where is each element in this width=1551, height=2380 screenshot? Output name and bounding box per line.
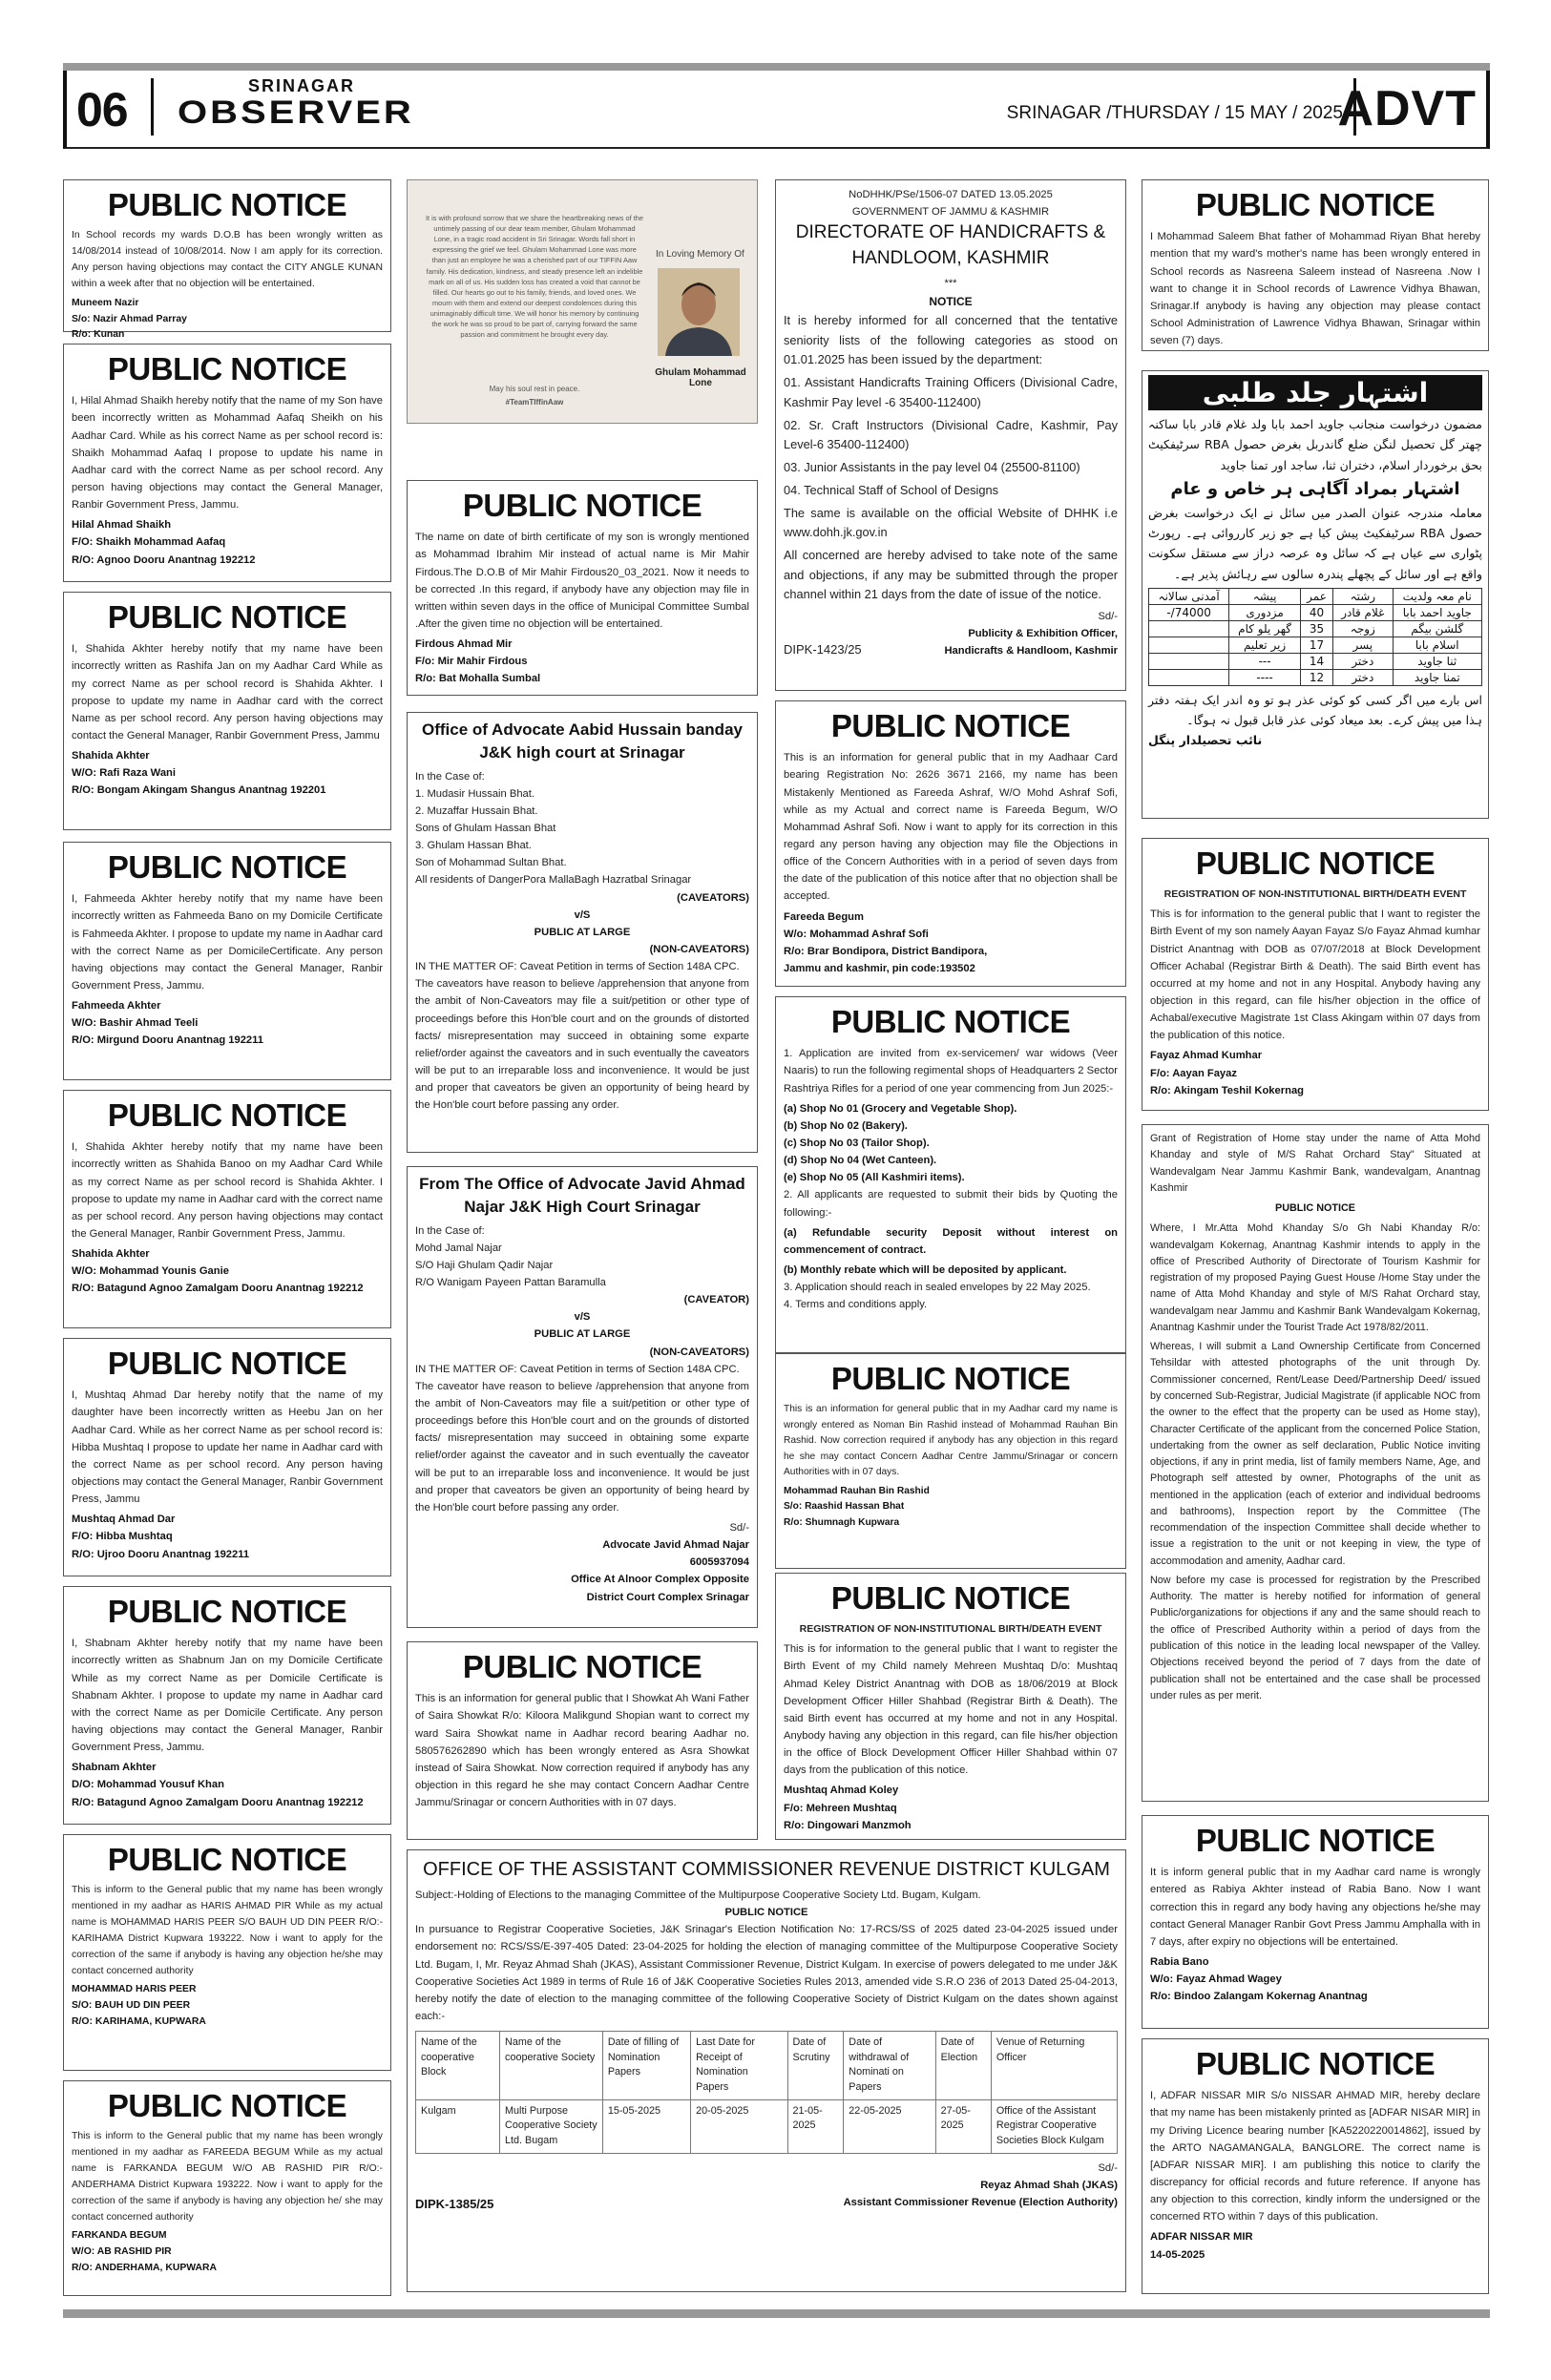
signatory: Fayaz Ahmad Kumhar — [1150, 1050, 1263, 1062]
public-notice-adfar — [1142, 2038, 1489, 2294]
table-header-row — [416, 2032, 1118, 2100]
notice-title: PUBLIC NOTICE — [830, 1004, 1071, 1039]
deceased-name: Ghulam Mohammad Lone — [655, 367, 746, 388]
dateline: SRINAGAR /THURSDAY / 15 MAY / 2025 — [1006, 103, 1343, 123]
notice-title: PUBLIC NOTICE — [107, 849, 347, 885]
signatory-child: F/o: Aayan Fayaz — [1150, 1067, 1237, 1079]
signatory-address: R/o: Dingowari Manzmoh — [784, 1819, 912, 1831]
kulgam-election-notice — [407, 1849, 1126, 2292]
public-notice-col1 — [63, 1834, 391, 2071]
public-notice-col1 — [63, 179, 391, 341]
signatory: Shabnam Akhter — [72, 1762, 157, 1774]
notice-title: PUBLIC NOTICE — [830, 708, 1071, 743]
signatory: FARKANDA BEGUM — [72, 2230, 167, 2242]
caveat-body: The caveators have reason to believe /apprehension that anyone from the ambit of Non-Caveators may file a suit/petition or other type of proceedings before this Hon'ble court and on the grounds of distorted facts/ misrepresentation may succeed in obtaining some exparte relief/order against the caveators and in such eventually the caveators will be put to an irreparable loss and inconvenience. It would be just and proper that caveators be given an opportunity of being heard by the Hon'ble court before passing any order. — [415, 978, 749, 1112]
brand-city: SRINAGAR — [248, 76, 356, 95]
public-notice-col1 — [63, 1586, 391, 1825]
directorate-title: DIRECTORATE OF HANDICRAFTS & HANDLOOM, KASHMIR — [795, 222, 1106, 268]
advocate-office: Office At Alnoor Complex Opposite — [571, 1574, 749, 1586]
table-cell: تمنا جاوید — [1393, 669, 1481, 685]
table-cell: Multi Purpose Cooperative Society Ltd. Bugam — [500, 2099, 603, 2153]
notice-line: 1. Application are invited from ex-servicemen/ war widows (Veer Naaris) to run the following regimental shops of Headquarters 2 Sector Rashtriya Rifles for a period of one year commencing from Jun 2025:- — [784, 1048, 1118, 1095]
signatory-relation: W/O: Bashir Ahmad Teeli — [72, 1017, 199, 1030]
table-cell: 74000/- — [1149, 604, 1229, 620]
sd-mark: Sd/- — [729, 1521, 749, 1534]
signatory: Shahida Akhter — [72, 1248, 150, 1261]
caveat-line: Sons of Ghulam Hassan Bhat — [415, 823, 556, 835]
table-cell: --- — [1229, 653, 1301, 669]
notice-date: 14-05-2025 — [1150, 2248, 1205, 2261]
caveat-line: In the Case of: — [415, 770, 485, 783]
concern-line: All concerned are hereby advised to take note of the same and objections, if any may be submitted through the proper channel within 21 days from the date of issue of the notice. — [784, 547, 1118, 602]
column-header: Date of filling of Nomination Papers — [602, 2032, 690, 2100]
signatory: MOHAMMAD HARIS PEER — [72, 1984, 197, 1995]
column-header: Date of withdrawal of Nominati on Papers — [844, 2032, 935, 2100]
signatory-relation: W/O: Mohammad Younis Ganie — [72, 1265, 229, 1278]
bottom-rule — [63, 2309, 1490, 2318]
table-cell: Office of the Assistant Registrar Cooperative Societies Block Kulgam — [991, 2099, 1117, 2153]
signatory-relation: W/O: AB RASHID PIR — [72, 2246, 172, 2258]
caveat-line: 1. Mudasir Hussain Bhat. — [415, 787, 534, 800]
notice-body: The name on date of birth certificate of my son is wrongly mentioned as Mohammad Ibrahim Mir instead of actual name is Mir Mahir Firdous.The D.O.B of Mir Mahir Firdous20_03_2021. Now it needs to be corrected .In this regard, if anybody have any objection may file in written within seven days in the office of Municipal Committee Sumbal .After the given time no objection will be entertained. — [415, 532, 749, 630]
notice-title: PUBLIC NOTICE — [1195, 187, 1436, 222]
notice-body: I, Hilal Ahmad Shaikh hereby notify that the name of my Son have been incorrectly written as Mohammad Aafaq Sheikh on his Aadhar Card. While as his correct Name as per school record is: Shaikh Mohammad Aafaq I propose to update his name in Aadhar card with the correct Name as per school record. Any person having objections may contact the General Manager, Ranbir Government Press, Jammu. — [72, 395, 383, 511]
shop-item: (a) Shop No 01 (Grocery and Vegetable Shop). — [784, 1102, 1017, 1115]
signatory-relation: S/o: Nazir Ahmad Parray — [72, 313, 187, 324]
signatory: ADFAR NISSAR MIR — [1150, 2231, 1253, 2244]
column-header: Last Date for Receipt of Nomination Papers — [691, 2032, 787, 2100]
table-cell: 15-05-2025 — [602, 2099, 690, 2153]
notice-body: I, Fahmeeda Akhter hereby notify that my name have been incorrectly written as Fahmeeda Bano on my Domicile Certificate is Fahmeeda Akhter. I propose to update my name in Aadhar card with the correct Name as per DomicileCertificate. Any person having objections may contact the General Manager, Ranbir Government Press, Jammu. — [72, 893, 383, 992]
table-row — [1149, 653, 1482, 669]
notice-body: I Mohammad Saleem Bhat father of Mohammad Riyan Bhat hereby mention that my ward's mother's name has been wrongly entered in School records as Nasreena Saleem instead of Nasreena .Now I want to change it in School records of Lawrence Vidhya Bhawan, Srinagar.If anybody is having any objection may please contact School Administration of Lawrence Vidhya Bhawan, Srinagar within seven (7) days. — [1150, 231, 1480, 347]
notice-title: PUBLIC NOTICE — [1195, 1823, 1436, 1858]
table-cell: جاوید احمد بابا — [1393, 604, 1481, 620]
table-cell: ---- — [1229, 669, 1301, 685]
homestay-notice — [1142, 1124, 1489, 1802]
notice-title: PUBLIC NOTICE — [107, 1346, 347, 1381]
notice-title: PUBLIC NOTICE — [830, 1580, 1071, 1616]
notice-subject: Subject:-Holding of Elections to the managing Committee of the Multipurpose Cooperative Society Ltd. Bugam, Kulgam. — [415, 1889, 981, 1901]
notice-body: I, Shahida Akhter hereby notify that my name have been incorrectly written as Rashifa Jan on my Aadhar Card While as my correct Name as per school record is Shahida Akhter. I propose to update my name in Aadhar card with the correct Name as per school record. Any person having objections may contact the General Manager, Ranbir Government Press, Jammu — [72, 643, 383, 741]
caveat-line: Mohd Jamal Najar — [415, 1242, 502, 1254]
homestay-body: Where, I Mr.Atta Mohd Khanday S/o Gh Nabi Khanday R/o: wandevalgam Kokernag, Anantnag Kashmir intends to apply in the office of Prescribed Authority of Directorate of Tourism Kashmir for registration of my proposed Paying Guest House /Home Stay under the name of Atta Mohd Khanday and style of M/S Rahat Orchard stay, wandevalgam near Jammu and Kashmir Bank Wandevalgam Kokernag, Anantnag Kashmir under the Tourist Trade Act 1978/82/2011. — [1150, 1222, 1480, 1333]
signatory-address: R/o: Kunan — [72, 329, 125, 341]
public-notice-mehreen — [775, 1573, 1126, 1840]
signatory-parent: S/o: Raashid Hassan Bhat — [784, 1501, 905, 1513]
table-cell: 17 — [1300, 637, 1332, 653]
signatory-address: R/o: Akingam Teshil Kokernag — [1150, 1084, 1304, 1096]
notice-body: In School records my wards D.O.B has been wrongly written as 14/08/2014 instead of 10/08/2014. Now I am apply for its correction. Any person having objections may contact the CITY ANGLE KUNAN within a week after that no objection will be entertained. — [72, 230, 383, 289]
shop-item: (d) Shop No 04 (Wet Canteen). — [784, 1155, 937, 1167]
notice-title: PUBLIC NOTICE — [107, 2088, 347, 2123]
issuing-office: Publicity & Exhibition Officer, Handicrafts & Handloom, Kashmir — [944, 628, 1118, 658]
public-notice-aayan — [1142, 838, 1489, 1111]
caveat-matter: IN THE MATTER OF: Caveat Petition in terms of Section 148A CPC. — [415, 961, 740, 973]
dipk-number: DIPK-1423/25 — [784, 642, 862, 658]
table-cell: Kulgam — [416, 2099, 500, 2153]
signatory: Fahmeeda Akhter — [72, 1000, 161, 1013]
masthead — [63, 71, 1490, 149]
urdu-subheading: اشتہار بمراد آگاہی ہر خاص و عام — [1170, 478, 1460, 499]
notice-title: PUBLIC NOTICE — [107, 351, 347, 386]
signatory-address: R/o: Brar Bondipora, District Bandipora, — [784, 945, 988, 957]
signatory-relation: F/O: Shaikh Mohammad Aafaq — [72, 536, 226, 549]
memorial-team: #TeamTIffinAaw — [505, 398, 564, 407]
caveat-title: Office of Advocate Aabid Hussain banday J&K high court at Srinagar — [422, 720, 743, 762]
notice-body: This is an information for general public that in my Aadhaar Card bearing Registration No: 2626 3671 2166, my name has been Mistakenly Mentioned as Fareeda Ashraf, W/O Mohd Ashraf Sofi, while as my Actual and correct name is Fareeda Begum, W/O Mohammad Ashraf Sofi. Now i want to apply for its correction in this regard any person having any objection may file the Objections in office of the Concern Authorities with in a period of seven days from the date of the publication of this notice after that no objection shall be accepted. — [784, 752, 1118, 903]
signatory-parent: F/o: Mir Mahir Firdous — [415, 656, 528, 668]
table-row — [1149, 620, 1482, 637]
table-cell: 21-05-2025 — [787, 2099, 844, 2153]
table-cell: آمدنی سالانہ — [1149, 588, 1229, 604]
seniority-item: 02. Sr. Craft Instructors (Divisional Cadre, Kashmir, Pay Level-6 35400-112400) — [784, 417, 1118, 452]
signatory-address: R/o: Bindoo Zalangam Kokernag Anantnag — [1150, 1991, 1368, 2003]
public-at-large: PUBLIC AT LARGE — [534, 926, 631, 938]
page-number: 06 — [76, 83, 128, 136]
notice-title: PUBLIC NOTICE — [830, 1361, 1071, 1396]
signatory: Shahida Akhter — [72, 750, 150, 762]
advocate-phone: 6005937094 — [689, 1556, 749, 1569]
table-cell: مزدوری — [1229, 604, 1301, 620]
signatory-address: R/O: Batagund Agnoo Zamalgam Dooru Anantnag 192212 — [72, 1283, 364, 1295]
caveat-line: Son of Mohammad Sultan Bhat. — [415, 857, 567, 869]
notice-body: This is inform to the General public that my name has been wrongly mentioned in my aadhar as FAREEDA BEGUM While as my actual name is FARKANDA BEGUM W/O AB RASHID PIR R/O:- ANDERHAMA District Kupwara 193222. Now i want to apply for the correction of the same if anybody is having any objection he/ she may contact concerned authority — [72, 2131, 383, 2223]
table-cell: 27-05-2025 — [935, 2099, 991, 2153]
shop-item: (c) Shop No 03 (Tailor Shop). — [784, 1138, 930, 1149]
signatory: Mohammad Rauhan Bin Rashid — [784, 1485, 930, 1496]
public-notice-rauhan — [775, 1353, 1126, 1569]
table-cell: دختر — [1333, 669, 1393, 685]
signatory-address: R/O: KARIHAMA, KUPWARA — [72, 2016, 206, 2028]
non-caveators-label: (NON-CAVEATORS) — [649, 1346, 749, 1358]
signatory: Hilal Ahmad Shaikh — [72, 519, 172, 532]
public-at-large: PUBLIC AT LARGE — [534, 1328, 631, 1341]
caveat-notice-najar — [407, 1166, 758, 1628]
memorial-ad — [407, 179, 758, 424]
footer-row — [784, 625, 1118, 659]
notice-body: This is for information to the general public that I want to register the Birth Event of my son namely Aayan Fayaz S/o Fayaz Ahmad kumhar District Anantnag with DOB as 07/07/2018 at Block Development Officer Achabal (Registrar Birth & Death). The said Birth event has occurred at my home and not in any Hospital. Anybody having any objection in this regard, can file his/her objection in the office of Achabal/executive Magistrate 1st Class Akingam within 07 days from the publication of this notice. — [1150, 908, 1480, 1042]
table-cell: 22-05-2025 — [844, 2099, 935, 2153]
caveators-label: (CAVEATORS) — [677, 891, 749, 904]
public-notice-fareeda — [775, 700, 1126, 987]
signatory-child: F/o: Mehreen Mushtaq — [784, 1802, 897, 1814]
public-notice-col1 — [63, 592, 391, 830]
signatory-address: R/o: Shumnagh Kupwara — [784, 1516, 900, 1528]
caveator-label: (CAVEATOR) — [683, 1294, 749, 1306]
signatory-address: R/o: Bat Mohalla Sumbal — [415, 673, 541, 685]
signatory-spouse: W/o: Mohammad Ashraf Sofi — [784, 928, 929, 940]
notice-title: PUBLIC NOTICE — [1195, 846, 1436, 881]
public-notice-saira — [407, 1641, 758, 1840]
notice-line: 3. Application should reach in sealed envelopes by 22 May 2025. — [784, 1282, 1091, 1294]
notice-body: In pursuance to Registrar Cooperative Societies, J&K Srinagar's Election Notification No: 17-RCS/SS of 2025 dated 23-04-2025 issued under endorsement no: RCS/SS/E-397-405 Dated: 23-04-2025 for holding the election of managing committee of the Multipurpose Cooperative Society Ltd. Bugam, I, Mr. Reyaz Ahmad Shah (JKAS), Assistant Commissioner Revenue, District Kulgam. In exercise of powers delegated to me under J&K Cooperative Societies Act 1989 in terms of Rule 16 of J&K Cooperative Societies Rules 2013, amended vide S.R.O 236 of 2013 Dated 25-04-2013, hereby notify the date of election to the managing committee of the following Cooperative Society of District Kulgam on the dates shown against each:- — [415, 1924, 1118, 2022]
notice-label: PUBLIC NOTICE — [724, 1907, 808, 1919]
table-cell — [1149, 620, 1229, 637]
signatory: Mushtaq Ahmad Dar — [72, 1514, 176, 1526]
signatory-relation: S/O: BAUH UD DIN PEER — [72, 2000, 191, 2012]
column-header: Date of Scrutiny — [787, 2032, 844, 2100]
table-cell: پسر — [1333, 637, 1393, 653]
office-title: OFFICE OF THE ASSISTANT COMMISSIONER REVENUE DISTRICT KULGAM — [423, 1859, 1110, 1880]
public-notice-col1 — [63, 2080, 391, 2296]
signatory: Firdous Ahmad Mir — [415, 638, 513, 651]
section-label: ADVT — [1337, 81, 1477, 136]
shop-item: (e) Shop No 05 (All Kashmiri items). — [784, 1172, 965, 1184]
public-notice-col1 — [63, 842, 391, 1080]
homestay-body: Whereas, I will submit a Land Ownership Certificate from Concerned Tehsildar with attested photographs of the unit through Dy. Commissioner concerned, Rent/Lease Deed/Partnership Deed/ issued by concerned Sub-Registrar, Judicial Magistrate (if applicable NOC from the owner to the effect that the property can be used as Home stay), Character Certificate of the applicant from the concerned Police Station, undertaking from the owner as self declaration, Public Notice inviting objections, if any in print media, list of family members Name, Age, and Photograph self attested by owner, Photographs of the unit as mentioned in the application (each of exterior and individual bedrooms and bathrooms), Inspection report by the Committee (The recommendation of the inspection Committee shall decide whether to issue a registration to the unit or not keeping in view, the type of accommodation and amenity, Aadhar card. — [1150, 1341, 1480, 1567]
notice-body: This is an information for general public that I Showkat Ah Wani Father of Saira Showkat R/o: Kiloora Malikgund Shopian want to correct my ward Saira Showkat name in Aadhar record bearing Aadhar no. 580576262890 which has been wrongly entered as Asra Showkat instead of Saira Showkat. Now correction required if anybody has any objection in this regard he she may contact Concern Aadhar Centre Jammu/Srinagar or concern Authorities with in 07 days. — [415, 1693, 749, 1809]
notice-body: It is inform general public that in my Aadhar card name is wrongly entered as Rabiya Akhter instead of Rabia Bano. Now I want correction this in regard any body having any objections he/she may contact General Manager Ranbir Govt Press Jammu Amphalla with in 7 days, after expiry no objections will be entertained. — [1150, 1867, 1480, 1948]
public-notice-shops — [775, 996, 1126, 1353]
notice-label: PUBLIC NOTICE — [1275, 1202, 1355, 1215]
table-cell: پیشہ — [1229, 588, 1301, 604]
signatory-address: R/O: Agnoo Dooru Anantnag 192212 — [72, 553, 256, 566]
versus-label: v/S — [574, 908, 591, 921]
notice-body: This is for information to the general public that I want to register the Birth Event of my Child namely Mehreen Mushtaq D/o: Mushtaq Ahmad Keley District Anantnag with DOB as 18/06/2019 at Block Development Officer Hiller Shahbad (Registrar Birth & Death). The said Birth event has occurred at my home and not in any Hospital. Anybody having any objection in this regard, can file his/her objection in the office of Block Development Officer Hiller Shahbad within 07 days from the publication of this notice. — [784, 1643, 1118, 1777]
versus-label: v/S — [574, 1311, 591, 1324]
non-caveators-label: (NON-CAVEATORS) — [649, 944, 749, 955]
caveat-line: In the Case of: — [415, 1224, 485, 1237]
memorial-rip: May his soul rest in peace. — [489, 385, 580, 393]
notice-line: 2. All applicants are requested to submit their bids by Quoting the following:- — [784, 1189, 1118, 1219]
notice-line: 4. Terms and conditions apply. — [784, 1299, 928, 1311]
notice-title: PUBLIC NOTICE — [462, 488, 702, 523]
table-cell: زیر تعلیم — [1229, 637, 1301, 653]
public-notice-col1 — [63, 1338, 391, 1576]
signatory-spouse: W/o: Fayaz Ahmad Wagey — [1150, 1973, 1282, 1986]
signatory-relation: F/O: Hibba Mushtaq — [72, 1531, 173, 1543]
signatory-address: R/O: Bongam Akingam Shangus Anantnag 192201 — [72, 784, 326, 797]
notice-body: I, Shabnam Akhter hereby notify that my name have been incorrectly written as Shabnum Jan on my Domicile Certificate While as my correct Name as per Domicile Certificate is Shabnam Akhter. I propose to update my name in Aadhar card with the correct Name as per Domicile Certificate. Any person having objections may contact the General Manager, Ranbir Government Press, Jammu. — [72, 1638, 383, 1754]
table-cell: اسلام بابا — [1393, 637, 1481, 653]
table-cell: ثنا جاوید — [1393, 653, 1481, 669]
top-rule — [63, 63, 1490, 71]
urdu-paragraph: مضمون درخواست منجانب جاوید احمد بابا ولد غلام قادر بابا ساکنہ چھتر گل تحصیل لنگن ضلع گاندربل بغرض حصول RBA سرٹیفکیٹ بحق برخوردار اسلام، دختران ثنا، ساجد اور تمنا جاوید — [1148, 417, 1482, 472]
notice-subtitle: REGISTRATION OF NON-INSTITUTIONAL BIRTH/DEATH EVENT — [1163, 888, 1467, 901]
notice-title: PUBLIC NOTICE — [1195, 2046, 1436, 2081]
column-header: Name of the cooperative Block — [416, 2032, 500, 2100]
table-header-row — [1149, 588, 1482, 604]
signer-designation: Assistant Commissioner Revenue (Election Authority) — [843, 2196, 1118, 2208]
shop-item: (b) Shop No 02 (Bakery). — [784, 1119, 908, 1132]
caveat-line: R/O Wanigam Payeen Pattan Baramulla — [415, 1277, 606, 1289]
sd-mark: Sd/- — [1098, 2161, 1118, 2174]
notice-body: This is an information for general public that in my Aadhar card my name is wrongly entered as Noman Bin Rashid instead of Mohammad Rauhan Bin Rashid. Now correction required if anybody has any objection in this regard he she may contact Concern Aadhar Centre Jammu/Srinagar or concern Authorities with in 07 days. — [784, 1404, 1118, 1478]
caveat-line: 3. Ghulam Hassan Bhat. — [415, 840, 532, 852]
caveat-matter: IN THE MATTER OF: Caveat Petition in terms of Section 148A CPC. — [415, 1363, 740, 1375]
table-cell — [1149, 653, 1229, 669]
notice-title: PUBLIC NOTICE — [107, 187, 347, 222]
seniority-item: 04. Technical Staff of School of Designs — [784, 482, 999, 497]
notice-body: I, Shahida Akhter hereby notify that my name have been incorrectly written as Shahida Banoo on my Aadhar Card While as my correct Name as per school record is Shahida Akhter. I propose to update my name in Aadhar card with the correct name as per school record. Any person having objections may contact the General Manager, Ranbir Government Press, Jammu. — [72, 1141, 383, 1240]
signatory: Muneem Nazir — [72, 297, 139, 308]
table-cell: دختر — [1333, 653, 1393, 669]
signatory: Mushtaq Ahmad Koley — [784, 1785, 899, 1797]
caveat-notice-banday — [407, 712, 758, 1153]
memorial-heading: In Loving Memory Of — [656, 249, 744, 260]
notice-body: This is inform to the General public that my name has been wrongly mentioned in my aadhar as HARIS AHMAD PIR While as my actual name is MOHAMMAD HARIS PEER S/O BAUH UD DIN PEER R/O:-KARIHAMA District Kupwara 193222. Now i want to apply for the correction of the same if anybody is having any objection he/she may contact concerned authority — [72, 1885, 383, 1976]
notice-intro: It is hereby informed for all concerned that the tentative seniority lists of the following categories as stood on 01.01.2025 has been issued by the department: — [784, 313, 1118, 367]
signer-name: Reyaz Ahmad Shah (JKAS) — [980, 2179, 1118, 2191]
sd-mark: Sd/- — [1098, 611, 1118, 623]
signatory-relation: D/O: Mohammad Yousuf Khan — [72, 1779, 224, 1791]
column-header: Date of Election — [935, 2032, 991, 2100]
table-cell: 35 — [1300, 620, 1332, 637]
table-cell: زوجہ — [1333, 620, 1393, 637]
notice-title: PUBLIC NOTICE — [107, 1097, 347, 1133]
election-schedule-table — [415, 2031, 1118, 2153]
caveat-body: The caveator have reason to believe /apprehension that anyone from the ambit of Non-Caveators may file a suit/petition or other type of proceedings before this Hon'ble court and on the grounds of distorted facts/ misrepresentation may succeed in obtaining some exparte relief/order against the caveator and in such eventually the caveator will be put to an irreparable loss and inconvenience. It would be just and proper that caveators be given an opportunity of being heard by the Hon'ble court before passing any order. — [415, 1380, 749, 1514]
table-cell: غلام قادر — [1333, 604, 1393, 620]
footer-row — [415, 2194, 1118, 2214]
seniority-item: 01. Assistant Handicrafts Training Officers (Divisional Cadre, Kashmir Pay level -6 35400-112400) — [784, 375, 1118, 409]
header-divider — [151, 78, 154, 136]
public-notice-saleem — [1142, 179, 1489, 351]
notice-title: PUBLIC NOTICE — [107, 1842, 347, 1877]
portrait-photo — [658, 268, 740, 356]
caveat-line: S/O Haji Ghulam Qadir Najar — [415, 1259, 554, 1271]
signatory-address: R/O: Ujroo Dooru Anantnag 192211 — [72, 1548, 250, 1560]
signatory-address-2: Jammu and kashmir, pin code:193502 — [784, 962, 975, 974]
signatory-address: R/O: Batagund Agnoo Zamalgam Dooru Anantnag 192212 — [72, 1796, 364, 1808]
homestay-body: Now before my case is processed for registration by the Prescribed Authority. The matter is hereby notified for information of general Public/organizations for objections if any and the same should reach to the office of Prescribed Authority within a period of days from the publication of this notice in the leading local newspaper of the Valley. Objections received beyond the period of 7 days from the date of publication shall not be entertained and the case shall be processed under rules as per merit. — [1150, 1574, 1480, 1701]
column-header: Venue of Returning Officer — [991, 2032, 1117, 2100]
public-notice-col1 — [63, 1090, 391, 1328]
signatory-relation: W/O: Rafi Raza Wani — [72, 767, 176, 780]
homestay-intro: Grant of Registration of Home stay under the name of Atta Mohd Khanday and style of M/S Rahat Orchard Stay" Situated at Wandevalgam Near Jammu Kashmir Bank, wandevalgam, Anantnag Kashmir — [1150, 1133, 1480, 1194]
seniority-item: 03. Junior Assistants in the pay level 04 (25500-81100) — [784, 460, 1080, 475]
advocate-name: Advocate Javid Ahmad Najar — [602, 1539, 749, 1552]
notice-label: NOTICE — [929, 294, 973, 308]
notice-subtitle: REGISTRATION OF NON-INSTITUTIONAL BIRTH/DEATH EVENT — [799, 1623, 1102, 1636]
caveat-line: All residents of DangerPora MallaBagh Hazratbal Srinagar — [415, 874, 692, 887]
public-notice-rabia — [1142, 1815, 1489, 2029]
table-cell: گلشن بیگم — [1393, 620, 1481, 637]
advocate-office-2: District Court Complex Srinagar — [586, 1591, 749, 1603]
dipk-number: DIPK-1385/25 — [415, 2196, 494, 2211]
table-cell: 14 — [1300, 653, 1332, 669]
table-cell — [1149, 637, 1229, 653]
table-cell: رشتہ — [1333, 588, 1393, 604]
urdu-paragraph: اس بارے میں اگر کسی کو کوئی عذر ہو تو وہ اندر ایک ہفتہ دفتر ہذا میں پیش کرے۔ بعد میعاد کوئی عذر قابل قبول نہ ہوگا۔ — [1148, 692, 1482, 727]
table-row — [416, 2099, 1118, 2153]
brand-logo: OBSERVER — [178, 94, 414, 131]
table-row — [1149, 669, 1482, 685]
memorial-text: It is with profound sorrow that we share the heartbreaking news of the untimely passing of our dear team member, Ghulam Mohammad Lone, in a tragic road accident in Sri Srinagar. Words fall short in expressing the grief we feel. Ghulam Mohammad Lone was more than just an employee he was a cherished part of our TIFFIN Aaw family. His dedication, kindness, and steady presence left an indelible mark on all of us. His sudden loss has created a void that cannot be filled. Our hearts go out to his family, friends, and loved ones. We mourn with them and extend our deepest condolences during this unimaginably difficult time. We will honor his memory by continuing the work he was so proud to be part of, carrying forward the same passion and commitment he brought every day. — [425, 214, 643, 340]
table-cell — [1149, 669, 1229, 685]
stars: *** — [944, 278, 957, 290]
table-row — [1149, 637, 1482, 653]
table-cell: 20-05-2025 — [691, 2099, 787, 2153]
table-cell: گھر یلو کام — [1229, 620, 1301, 637]
signatory-address: R/O: ANDERHAMA, KUPWARA — [72, 2263, 218, 2274]
urdu-signature: نائب تحصیلدار پنگل — [1148, 733, 1263, 748]
table-cell: نام معہ ولدیت — [1393, 588, 1481, 604]
urdu-heading: اشتہار جلد طلبی — [1148, 375, 1482, 410]
website-line: The same is available on the official Website of DHHK i.e www.dohh.jk.gov.in — [784, 505, 1118, 540]
urdu-notice — [1142, 370, 1489, 819]
caveat-line: 2. Muzaffar Hussain Bhat. — [415, 804, 538, 817]
table-row — [1149, 604, 1482, 620]
notice-title: PUBLIC NOTICE — [107, 1594, 347, 1629]
notice-ref: NoDHHK/PSe/1506-07 DATED 13.05.2025 — [849, 189, 1053, 200]
signatory: Rabia Bano — [1150, 1956, 1209, 1968]
public-notice-dob-mir — [407, 480, 758, 696]
column-header: Name of the cooperative Society — [500, 2032, 603, 2100]
notice-title: PUBLIC NOTICE — [107, 599, 347, 635]
govt-label: GOVERNMENT OF JAMMU & KASHMIR — [851, 206, 1050, 219]
caveat-title: From The Office of Advocate Javid Ahmad Najar J&K High Court Srinagar — [419, 1175, 745, 1216]
notice-line: (b) Monthly rebate which will be deposited by applicant. — [784, 1263, 1067, 1276]
urdu-family-table — [1148, 588, 1482, 686]
public-notice-col1 — [63, 344, 391, 582]
signatory-address: R/O: Mirgund Dooru Anantnag 192211 — [72, 1034, 263, 1047]
notice-title: PUBLIC NOTICE — [462, 1649, 702, 1684]
signatory: Fareeda Begum — [784, 910, 864, 923]
table-cell: عمر — [1300, 588, 1332, 604]
table-cell: 40 — [1300, 604, 1332, 620]
notice-line: (a) Refundable security Deposit without interest on commencement of contract. — [784, 1226, 1118, 1256]
urdu-paragraph: معاملہ مندرجہ عنوان الصدر میں سائل نے ایک درخواست بغرض حصول RBA سرٹیفکیٹ پیش کیا ہے جو زیر کارروائی ہے۔ رپورٹ پٹواری سے عیاں ہے کہ سائل وہ عرصہ دراز سے مستقل سکونت واقع ہے اور سائل کے پچھلے پندرہ سالوں سے رہائش پذیر ہے۔ — [1148, 505, 1482, 581]
notice-body: I, ADFAR NISSAR MIR S/o NISSAR AHMAD MIR, hereby declare that my name has been mistakenly printed as [ADFAR NISAR MIR] in my Driving Licence bearing number [KA5220220014862], issued by the ARTO NAGAMANGALA, BANGLORE. The correct name is [ADFAR NISSAR MIR]. I am publishing this notice to clarify the discrepancy for official records and future reference. If anyone has any objection to this correction, kindly inform the undersigned or the concerned RTO within 7 days of this publication. — [1150, 2090, 1480, 2223]
table-cell: 12 — [1300, 669, 1332, 685]
notice-body: I, Mushtaq Ahmad Dar hereby notify that the name of my daughter have been incorrectly written as Heebu Jan on her Aadhar Card. While as her correct Name as per school record is: Hibba Mushtaq I propose to update her name in Aadhar card with the correct Name as per school record. Any person having objections may contact the General Manager, Ranbir Government Press, Jammu — [72, 1389, 383, 1506]
handicrafts-notice — [775, 179, 1126, 691]
